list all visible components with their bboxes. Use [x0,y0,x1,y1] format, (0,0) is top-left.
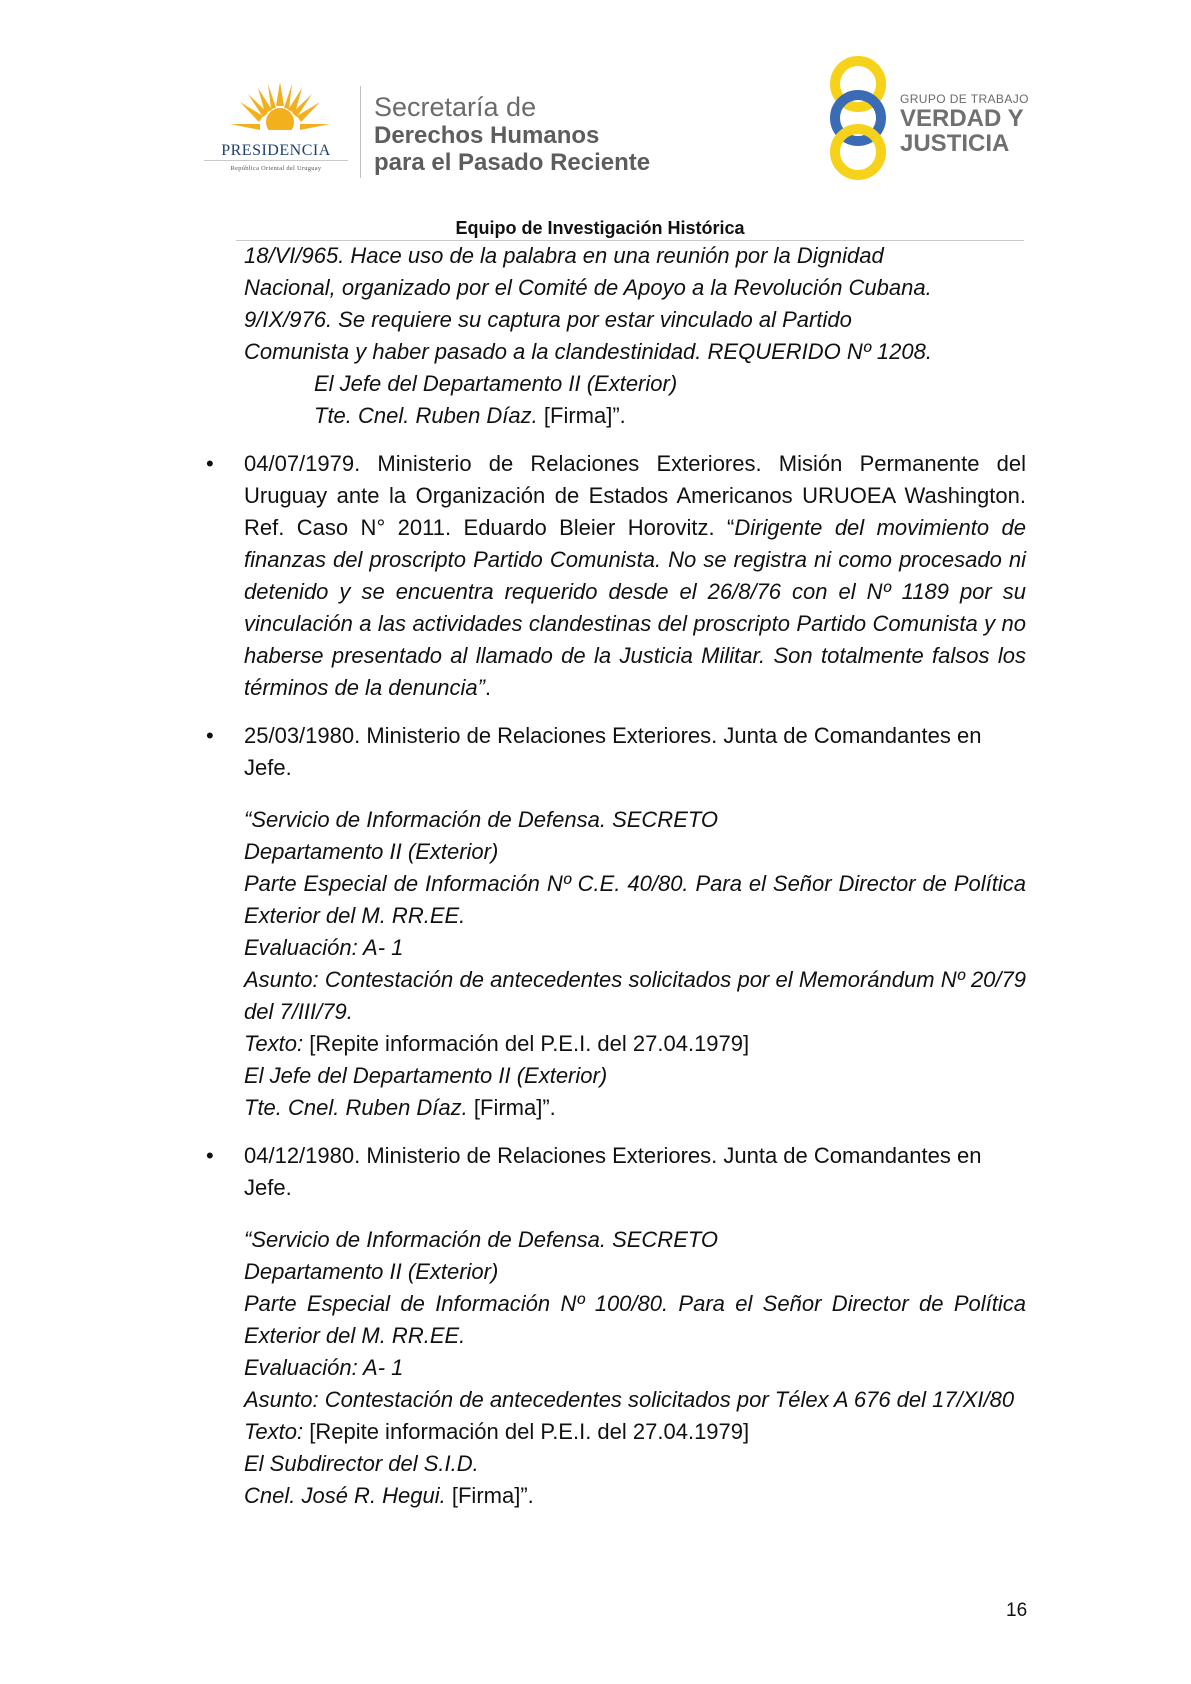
quote-line: Evaluación: A- 1 [244,1355,404,1380]
quote-line: “Servicio de Información de Defensa. SECRETO [244,807,719,832]
page-header [0,0,1191,240]
signature-tail: [Firma]”. [537,403,626,428]
signature-line [244,400,1026,432]
presidencia-logo [196,82,356,182]
team-title: Equipo de Investigación Histórica [455,218,745,238]
quote-line: Nacional, organizado por el Comité de Apoyo a la Revolución Cubana. [244,275,932,300]
item-text: 04/07/1979. Ministerio de Relaciones Exteriores. Misión Permanente del Uruguay ante la Organización de Estados Americanos URUOEA Washington. Ref. Caso N° 2011. Eduardo Bleier Horovitz. “ [244,451,1026,540]
list-item [206,720,1026,1124]
item-heading: 04/12/1980. Ministerio de Relaciones Exteriores. Junta de Comandantes en Jefe. [244,1143,982,1200]
item-heading: 25/03/1980. Ministerio de Relaciones Exteriores. Junta de Comandantes en Jefe. [244,723,982,780]
quote-line [244,1028,1026,1060]
presidencia-name: PRESIDENCIA [221,142,331,159]
list-item [206,448,1026,704]
item-quote: Dirigente del movimiento de finanzas del proscripto Partido Comunista. No se registra ni como procesado ni detenido y se encuentra requerido desde el 26/8/76 con el Nº 1189 por su vinculación a las actividades clandestinas del proscripto Partido Comunista y no haberse presentado al llamado de la Justicia Militar. Son totalmente falsos los términos de la denuncia” [244,515,1026,700]
item-tail: . [484,675,492,700]
presidencia-subtitle: República Oriental del Uruguay [230,165,322,172]
quote-line: Asunto: Contestación de antecedentes solicitados por el Memorándum Nº 20/79 del 7/III/79. [244,967,1026,1024]
signature-title: El Subdirector del S.I.D. [244,1451,479,1476]
quote-line: Asunto: Contestación de antecedentes solicitados por Télex A 676 del 17/XI/80 [244,1387,1015,1412]
quote-line: “Servicio de Información de Defensa. SECRETO [244,1227,719,1252]
document-body [206,240,1026,1512]
signature-line [244,1092,1026,1124]
header-divider [360,86,361,178]
item-paragraph [244,448,1026,704]
presidencia-rule [204,160,348,161]
verdad-justicia-rings-icon [822,56,894,180]
list-item [206,1140,1026,1512]
verdad-justicia-text [900,92,1029,156]
quote-line: Parte Especial de Información Nº 100/80. Para el Señor Director de Política Exterior del M. RR.EE. [244,1291,1026,1348]
signature-line [244,1480,1026,1512]
bullet-icon: • [206,451,214,476]
quote-line: 18/VI/965. Hace uso de la palabra en una reunión por la Dignidad [244,243,884,268]
signature-name: Tte. Cnel. Ruben Díaz. [244,1095,468,1120]
signature-name: Tte. Cnel. Ruben Díaz. [314,403,538,428]
page-number: 16 [1006,1600,1028,1621]
quote-line: Parte Especial de Información Nº C.E. 40/80. Para el Señor Director de Política Exterior del M. RR.EE. [244,871,1026,928]
texto-label: Texto: [244,1031,304,1056]
quote-line [244,1416,1026,1448]
quote-line: Departamento II (Exterior) [244,839,499,864]
signature-tail: [Firma]”. [445,1483,534,1508]
signature-name: Cnel. José R. Hegui. [244,1483,446,1508]
signature-title: El Jefe del Departamento II (Exterior) [244,1063,608,1088]
secretaria-line-1: Secretaría de [374,92,537,122]
texto-value: [Repite información del P.E.I. del 27.04.1979] [303,1419,750,1444]
verdad-label: VERDAD Y [900,105,1024,132]
quote-line: Comunista y haber pasado a la clandestinidad. REQUERIDO Nº 1208. [244,339,932,364]
texto-value: [Repite información del P.E.I. del 27.04.1979] [303,1031,750,1056]
quote-line: 9/IX/976. Se requiere su captura por estar vinculado al Partido [244,307,852,332]
signature-title: El Jefe del Departamento II (Exterior) [314,371,678,396]
grupo-label: GRUPO DE TRABAJO [900,92,1029,106]
quote-line: Evaluación: A- 1 [244,935,404,960]
continued-quote [244,240,1026,432]
bullet-icon: • [206,1143,214,1168]
secretaria-line-2: Derechos Humanos [374,122,600,149]
texto-label: Texto: [244,1419,304,1444]
secretaria-logo-text [374,92,650,176]
bullet-icon: • [206,723,214,748]
quote-line: Departamento II (Exterior) [244,1259,499,1284]
signature-tail: [Firma]”. [467,1095,556,1120]
secretaria-line-3: para el Pasado Reciente [374,149,651,176]
sun-of-may-icon [230,82,330,138]
justicia-label: JUSTICIA [900,130,1010,157]
